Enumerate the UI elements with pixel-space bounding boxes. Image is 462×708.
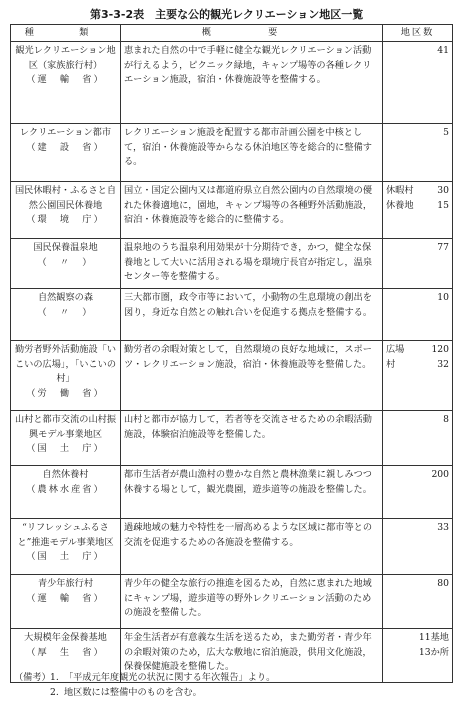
count-value: 15 <box>437 199 449 211</box>
description-cell: 温泉地のうち温泉利用効果が十分期待でき，かつ，健全な保養地として大いに活用される場を環境庁長官が指定し，温泉センター等を整備する。 <box>121 239 383 289</box>
description-cell: 年金生活者が有意義な生活を送るため，また勤労者・青少年の余暇対策のため，広大な敷地に宿泊施設，供用文化施設，保養保健施設を整備した。 <box>121 629 383 683</box>
table-title: 第3-3-2表 主要な公的観光レクリエーション地区一覧 <box>90 8 364 21</box>
notes-section <box>14 670 454 700</box>
type-name: 自然観察の森 <box>37 292 94 303</box>
count-value: 13か所 <box>418 646 449 658</box>
table-row <box>11 466 453 519</box>
type-name: “リフレッシュふるさと”推進モデル事業地区 <box>17 522 114 548</box>
type-cell <box>11 182 121 239</box>
type-name: 勤労者野外活動施設「いこいの広場」，「いこいの村」 <box>14 344 117 384</box>
count-cell <box>383 341 453 411</box>
ministry-name: （ 〃 ） <box>37 306 94 318</box>
ministry-name: （農林水産省） <box>26 483 105 495</box>
type-name: 山村と都市交流の山村振興モデル事業地区 <box>14 414 117 440</box>
ministry-name: （厚 生 省） <box>26 646 105 658</box>
table-row <box>11 124 453 182</box>
type-cell <box>11 124 121 182</box>
description-cell: 三大都市圏，政令市等において，小動物の生息環境の創出を図り，身近な自然との触れ合いを促進する拠点を整備する。 <box>121 289 383 341</box>
note-item <box>14 670 454 685</box>
description-cell: 恵まれた自然の中で手軽に健全な観光レクリエーション活動が行えるよう，ピクニック緑地，キャンプ場等の各種レクリエーション施設，宿泊・休養施設等を整備する。 <box>121 42 383 124</box>
count-cell <box>383 182 453 239</box>
table-row <box>11 182 453 239</box>
count-label: 広場 <box>386 344 405 355</box>
type-name: 観光レクリエーション地区（家族旅行村） <box>15 45 116 71</box>
header-description: 概 要 <box>121 25 383 42</box>
table-row <box>11 289 453 341</box>
description-cell: 山村と都市が協力して，若者等を交流させるための余暇活動施設，体験宿泊施設等を整備した。 <box>121 411 383 466</box>
description-cell: 青少年の健全な旅行の推進を図るため，自然に恵まれた地域にキャンプ場，遊歩道等の野外レクリエーション活動のための施設を整備した。 <box>121 575 383 629</box>
type-name: レクリエーション都市 <box>19 127 112 138</box>
type-cell <box>11 466 121 519</box>
type-cell <box>11 575 121 629</box>
ministry-name: （国 土 庁） <box>26 551 105 562</box>
count-pair <box>386 343 449 358</box>
count-cell: 80 <box>383 575 453 629</box>
count-pair <box>386 358 449 373</box>
description-cell: 過疎地域の魅力や特性を一層高めるような区域に都市等との交流を促進するための各施設を整備する。 <box>121 519 383 575</box>
table-row <box>11 575 453 629</box>
ministry-name: （環 境 庁） <box>26 214 105 225</box>
count-cell: 10 <box>383 289 453 341</box>
count-label: 村 <box>386 358 396 370</box>
type-cell <box>11 411 121 466</box>
count-label: 休養地 <box>386 199 414 211</box>
count-pair <box>386 184 449 199</box>
note-number: 1. <box>50 672 59 683</box>
count-value: 32 <box>437 358 449 370</box>
table-row <box>11 341 453 411</box>
recreation-areas-table <box>10 24 453 683</box>
count-value: 11基地 <box>418 632 449 643</box>
note-number: 2. <box>50 687 59 698</box>
header-count: 地区数 <box>383 25 453 42</box>
count-value: 30 <box>437 185 449 196</box>
note-text: 地区数には整備中のものを含む。 <box>64 687 202 698</box>
header-type: 種 類 <box>11 25 121 42</box>
ministry-name: （運 輸 省） <box>26 74 105 85</box>
type-cell <box>11 289 121 341</box>
type-name: 青少年旅行村 <box>37 578 94 589</box>
description-cell: 国立・国定公園内又は都道府県立自然公園内の自然環境の優れた休養適地に，園地，キャンプ場等の各種野外活動施設，宿泊・休養施設等を総合的に整備する。 <box>121 182 383 239</box>
ministry-name: （ 〃 ） <box>37 256 94 268</box>
ministry-name: （国 土 庁） <box>26 443 105 454</box>
count-cell: 200 <box>383 466 453 519</box>
table-row <box>11 239 453 289</box>
count-cell: 77 <box>383 239 453 289</box>
count-value: 120 <box>431 344 449 355</box>
ministry-name: （運 輸 省） <box>26 592 105 604</box>
type-cell <box>11 519 121 575</box>
count-cell: 33 <box>383 519 453 575</box>
type-cell <box>11 42 121 124</box>
description-cell: 勤労者の余暇対策として，自然環境の良好な地域に，スポーツ・レクリエーション施設，宿泊・休養施設等を整備した。 <box>121 341 383 411</box>
table-row <box>11 42 453 124</box>
count-cell: 5 <box>383 124 453 182</box>
ministry-name: （労 働 省） <box>26 387 105 399</box>
table-row <box>11 519 453 575</box>
type-name: 国民保養温泉地 <box>33 242 98 253</box>
table-row <box>11 411 453 466</box>
description-cell: レクリエーション施設を配置する都市計画公園を中核として，宿泊・休養施設等からなる休泊地区等を総合的に整備する。 <box>121 124 383 182</box>
table-header-row <box>11 25 453 42</box>
count-cell: 8 <box>383 411 453 466</box>
ministry-name: （建 設 省） <box>26 141 105 153</box>
count-label: 休暇村 <box>386 185 414 196</box>
type-cell <box>11 239 121 289</box>
notes-label: （備考） <box>14 672 51 683</box>
type-name: 国民休暇村・ふるさと自然公園国民休養地 <box>14 185 117 211</box>
type-cell <box>11 341 121 411</box>
type-name: 大規模年金保養基地 <box>24 632 107 643</box>
type-name: 自然休養村 <box>42 469 89 480</box>
description-cell: 都市生活者が農山漁村の豊かな自然と農林漁業に親しみつつ休養する場として，観光農園，遊歩道等の施設を整備した。 <box>121 466 383 519</box>
count-cell: 41 <box>383 42 453 124</box>
count-pair <box>386 199 449 214</box>
note-text: 「平成元年度観光の状況に関する年次報告」より。 <box>64 672 276 683</box>
note-item <box>14 685 454 700</box>
